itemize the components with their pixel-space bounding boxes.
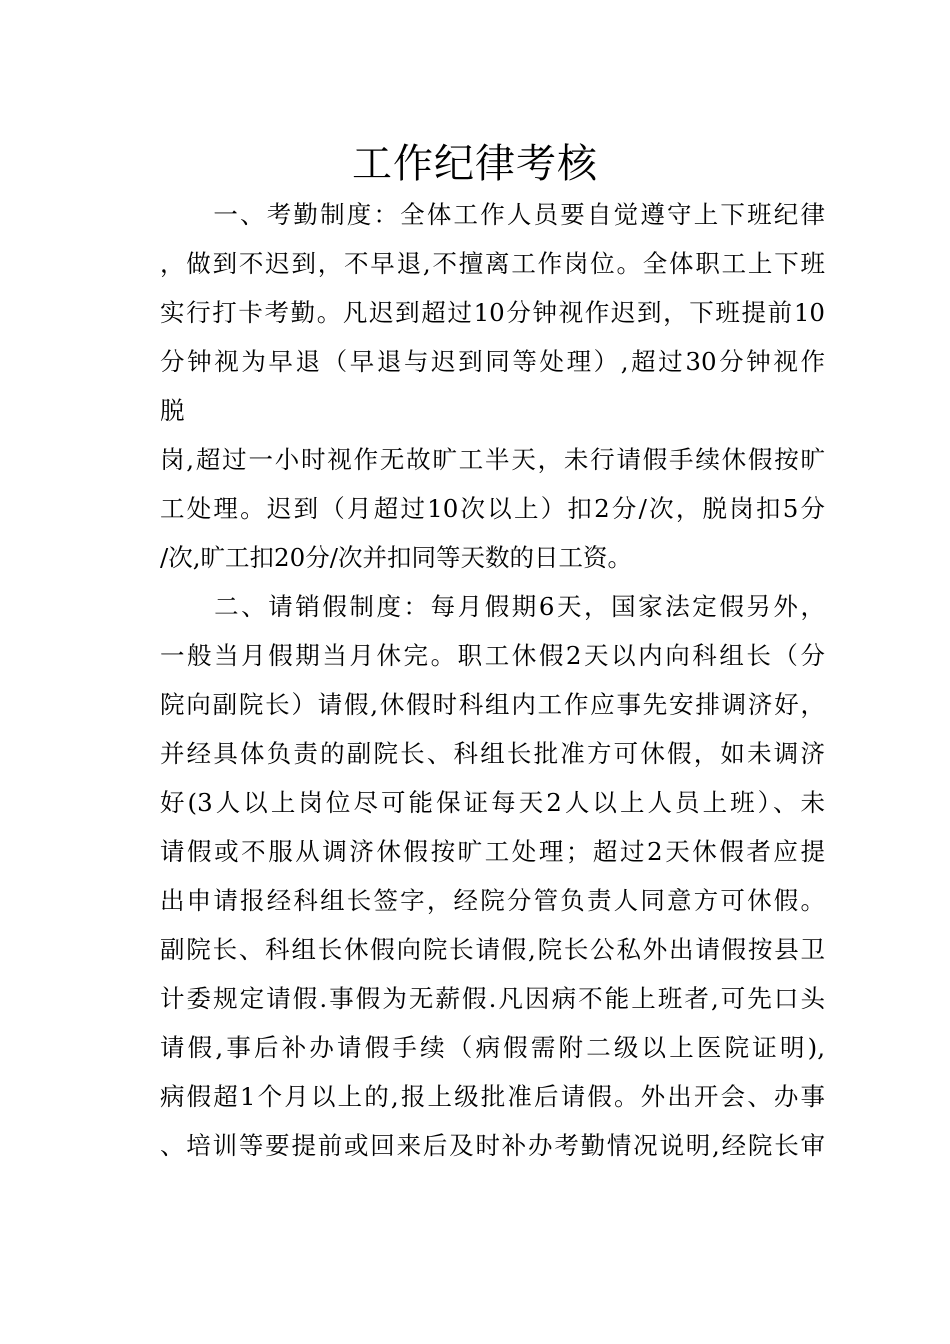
body-text-line: 请假,事后补办请假手续（病假需附二级以上医院证明), xyxy=(160,1033,825,1062)
body-text-line: 并经具体负责的副院长、科组长批准方可休假，如未调济 xyxy=(160,739,825,768)
body-text-line: 岗,超过一小时视作无故旷工半天，未行请假手续休假按旷 xyxy=(160,445,825,474)
body-text-line: 实行打卡考勤。凡迟到超过10分钟视作迟到，下班提前10 xyxy=(160,298,825,327)
body-text-line: ，做到不迟到，不早退,不擅离工作岗位。全体职工上下班 xyxy=(160,249,825,278)
body-text-line: 院向副院长）请假,休假时科组内工作应事先安排调济好， xyxy=(160,690,825,719)
body-text-line: 出申请报经科组长签字，经院分管负责人同意方可休假。 xyxy=(160,886,825,915)
body-text-line: 副院长、科组长休假向院长请假,院长公私外出请假按县卫 xyxy=(160,935,825,964)
document-body xyxy=(160,190,825,1170)
body-text-line: 一、考勤制度：全体工作人员要自觉遵守上下班纪律 xyxy=(160,200,825,229)
body-text-line: 请假或不服从调济休假按旷工处理；超过2天休假者应提 xyxy=(160,837,825,866)
body-text-line: 一般当月假期当月休完。职工休假2天以内向科组长（分 xyxy=(160,641,825,670)
body-text-line: 好(3人以上岗位尽可能保证每天2人以上人员上班）、未 xyxy=(160,788,825,817)
body-text-line: /次,旷工扣20分/次并扣同等天数的日工资。 xyxy=(160,543,632,572)
document-title: 工作纪律考核 xyxy=(352,141,598,187)
body-text-line: 二、请销假制度：每月假期6天，国家法定假另外， xyxy=(160,592,825,621)
body-text-line: 计委规定请假.事假为无薪假.凡因病不能上班者,可先口头 xyxy=(160,984,825,1013)
body-text-line: 分钟视为早退（早退与迟到同等处理）,超过30分钟视作 xyxy=(160,347,825,376)
body-text-line: 、培训等要提前或回来后及时补办考勤情况说明,经院长审 xyxy=(160,1131,825,1160)
body-text-line: 脱 xyxy=(160,396,185,425)
body-text-line: 工处理。迟到（月超过10次以上）扣2分/次，脱岗扣5分 xyxy=(160,494,825,523)
body-text-line: 病假超1个月以上的,报上级批准后请假。外出开会、办事 xyxy=(160,1082,825,1111)
